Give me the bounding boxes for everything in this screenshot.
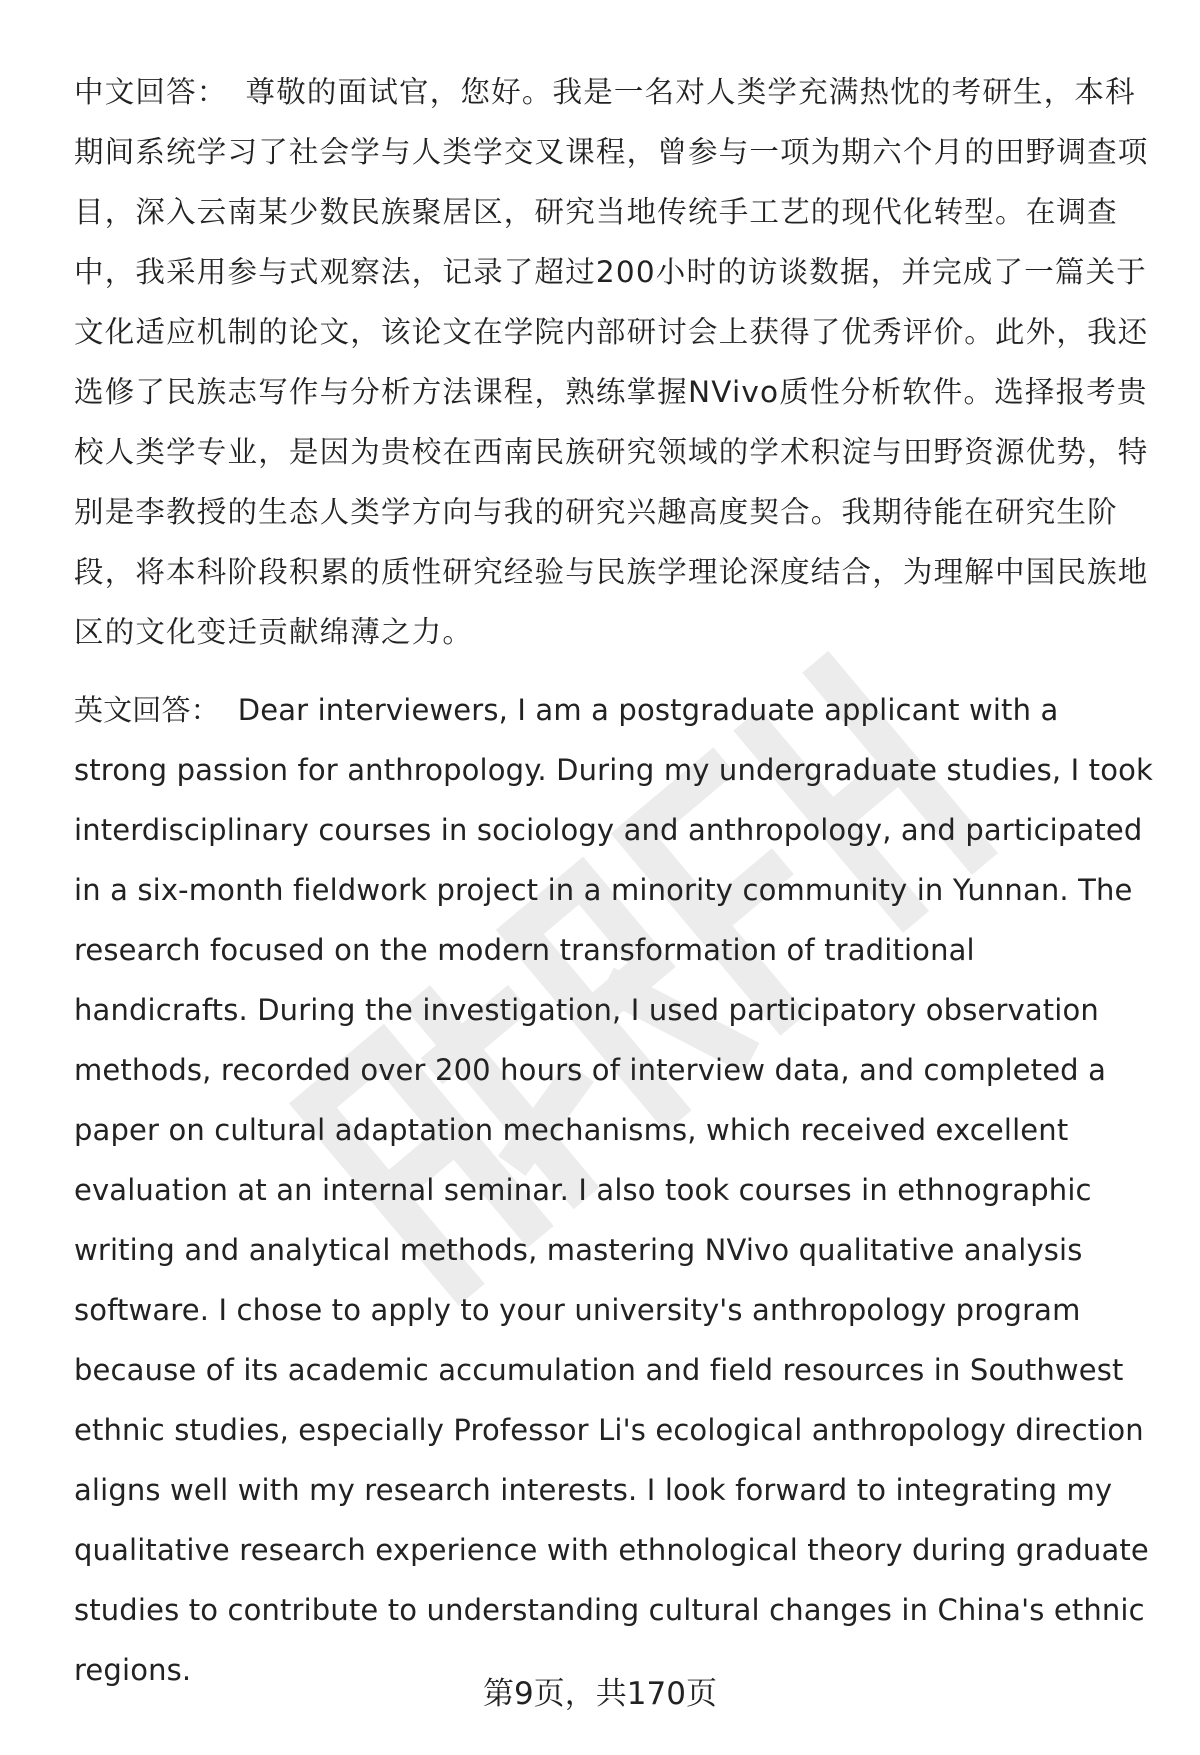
document-page — [74, 62, 1154, 1700]
page-number-footer: 第9页，共170页 — [483, 1676, 717, 1712]
chinese-answer-text: 尊敬的面试官，您好。我是一名对人类学充满热忱的考研生，本科期间系统学习了社会学与人类学交叉课程，曾参与一项为期六个月的田野调查项目，深入云南某少数民族聚居区，研究当地传统手工艺的现代化转型。在调查中，我采用参与式观察法，记录了超过200小时的访谈数据，并完成了一篇关于文化适应机制的论文，该论文在学院内部研讨会上获得了优秀评价。此外，我还选修了民族志写作与分析方法课程，熟练掌握NVivo质性分析软件。选择报考贵校人类学专业，是因为贵校在西南民族研究领域的学术积淀与田野资源优势，特别是李教授的生态人类学方向与我的研究兴趣高度契合。我期待能在研究生阶段，将本科阶段积累的质性研究经验与民族学理论深度结合，为理解中国民族地区的文化变迁贡献绵薄之力。 — [74, 75, 1149, 649]
english-answer-label: 英文回答： — [74, 693, 220, 727]
chinese-answer-label: 中文回答： — [74, 75, 228, 109]
english-answer-text: Dear interviewers, I am a postgraduate applicant with a strong passion for anthropology. During my undergraduate studies, I took interdisciplinary courses in sociology and anthropology, and participated in a six-month fieldwork project in a minority community in Yunnan. The research focused on the modern transformation of traditional handicrafts. During the investigation, I used participatory observation methods, recorded over 200 hours of interview data, and completed a paper on cultural adaptation mechanisms, which received excellent evaluation at an internal seminar. I also took courses in ethnographic writing and analytical methods, mastering NVivo qualitative analysis software. I chose to apply to your university's anthropology program because of its academic accumulation and field resources in Southwest ethnic studies, especially Professor Li's ecological anthropology direction aligns well with my research interests. I look forward to integrating my qualitative research experience with ethnological theory during graduate studies to contribute to understanding cultural changes in China's ethnic regions. — [74, 693, 1153, 1687]
english-answer-paragraph — [74, 680, 1154, 1700]
chinese-answer-paragraph — [74, 62, 1154, 662]
